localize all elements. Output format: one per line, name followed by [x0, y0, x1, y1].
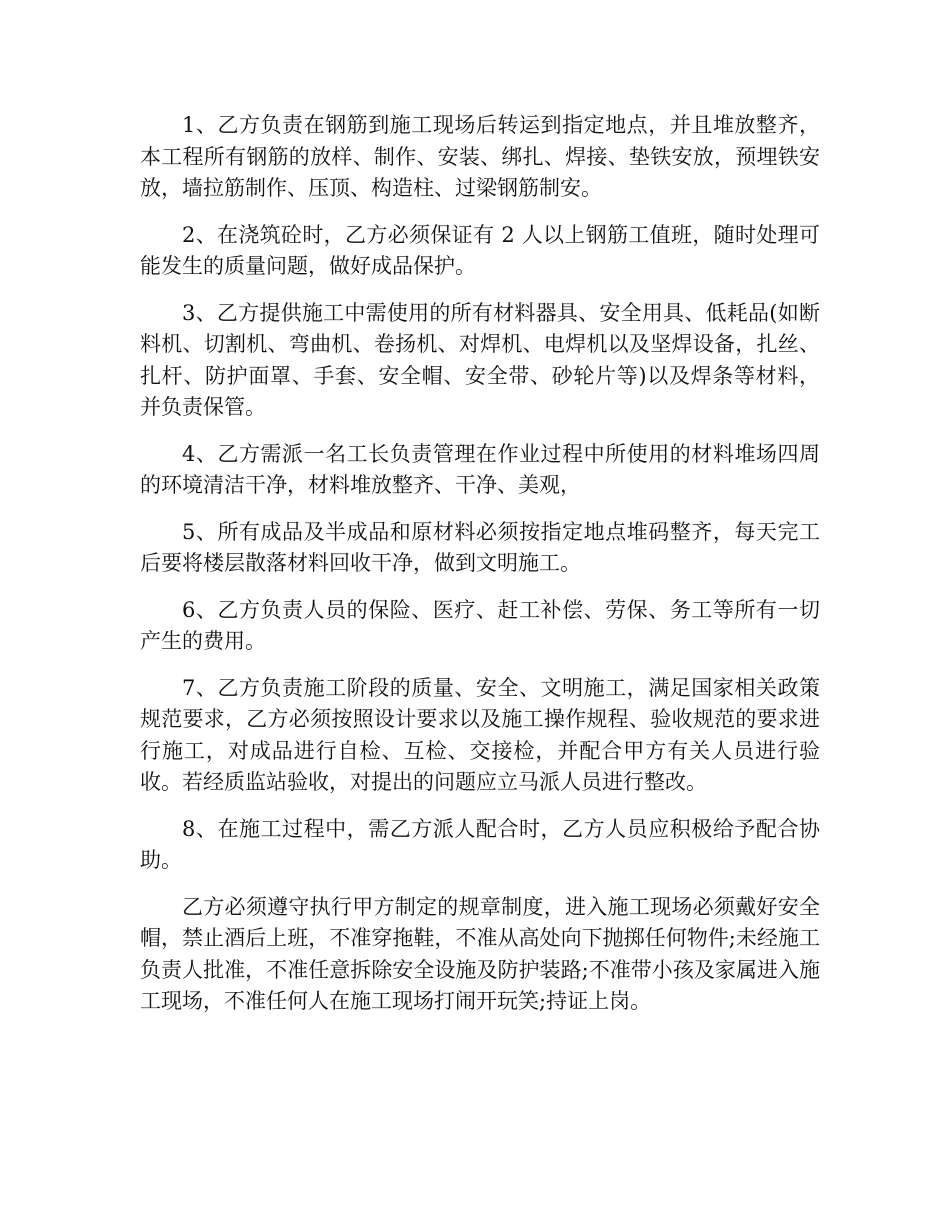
clause-6-paragraph: 6、乙方负责人员的保险、医疗、赶工补偿、劳保、务工等所有一切产生的费用。 [140, 597, 820, 653]
clause-5-paragraph: 5、所有成品及半成品和原材料必须按指定地点堆码整齐，每天完工后要将楼层散落材料回收干净，做到文明施工。 [140, 519, 820, 575]
clause-8-paragraph: 8、在施工过程中，需乙方派人配合时，乙方人员应积极给予配合协助。 [140, 816, 820, 872]
clause-3-paragraph: 3、乙方提供施工中需使用的所有材料器具、安全用具、低耗品(如断料机、切割机、弯曲机、卷扬机、对焊机、电焊机以及坚焊设备，扎丝、扎杆、防护面罩、手套、安全帽、安全带、砂轮片等)以及焊条等材料，并负责保管。 [140, 300, 820, 419]
rules-paragraph: 乙方必须遵守执行甲方制定的规章制度，进入施工现场必须戴好安全帽，禁止酒后上班，不准穿拖鞋，不准从高处向下抛掷任何物件;未经施工负责人批准，不准任意拆除安全设施及防护装路;不准带小孩及家属进入施工现场，不准任何人在施工现场打闹开玩笑;持证上岗。 [140, 894, 820, 1013]
clause-7-paragraph: 7、乙方负责施工阶段的质量、安全、文明施工，满足国家相关政策规范要求，乙方必须按照设计要求以及施工操作规程、验收规范的要求进行施工，对成品进行自检、互检、交接检，并配合甲方有关人员进行验收。若经质监站验收，对提出的问题应立马派人员进行整改。 [140, 675, 820, 794]
document-body [140, 110, 820, 1018]
clause-4-paragraph: 4、乙方需派一名工长负责管理在作业过程中所使用的材料堆场四周的环境清洁干净，材料堆放整齐、干净、美观， [140, 441, 820, 497]
clause-2-paragraph: 2、在浇筑砼时，乙方必须保证有 2 人以上钢筋工值班，随时处理可能发生的质量问题，做好成品保护。 [140, 222, 820, 278]
clause-1-paragraph: 1、乙方负责在钢筋到施工现场后转运到指定地点，并且堆放整齐，本工程所有钢筋的放样、制作、安装、绑扎、焊接、垫铁安放，预埋铁安放，墙拉筋制作、压顶、构造柱、过梁钢筋制安。 [140, 113, 820, 200]
